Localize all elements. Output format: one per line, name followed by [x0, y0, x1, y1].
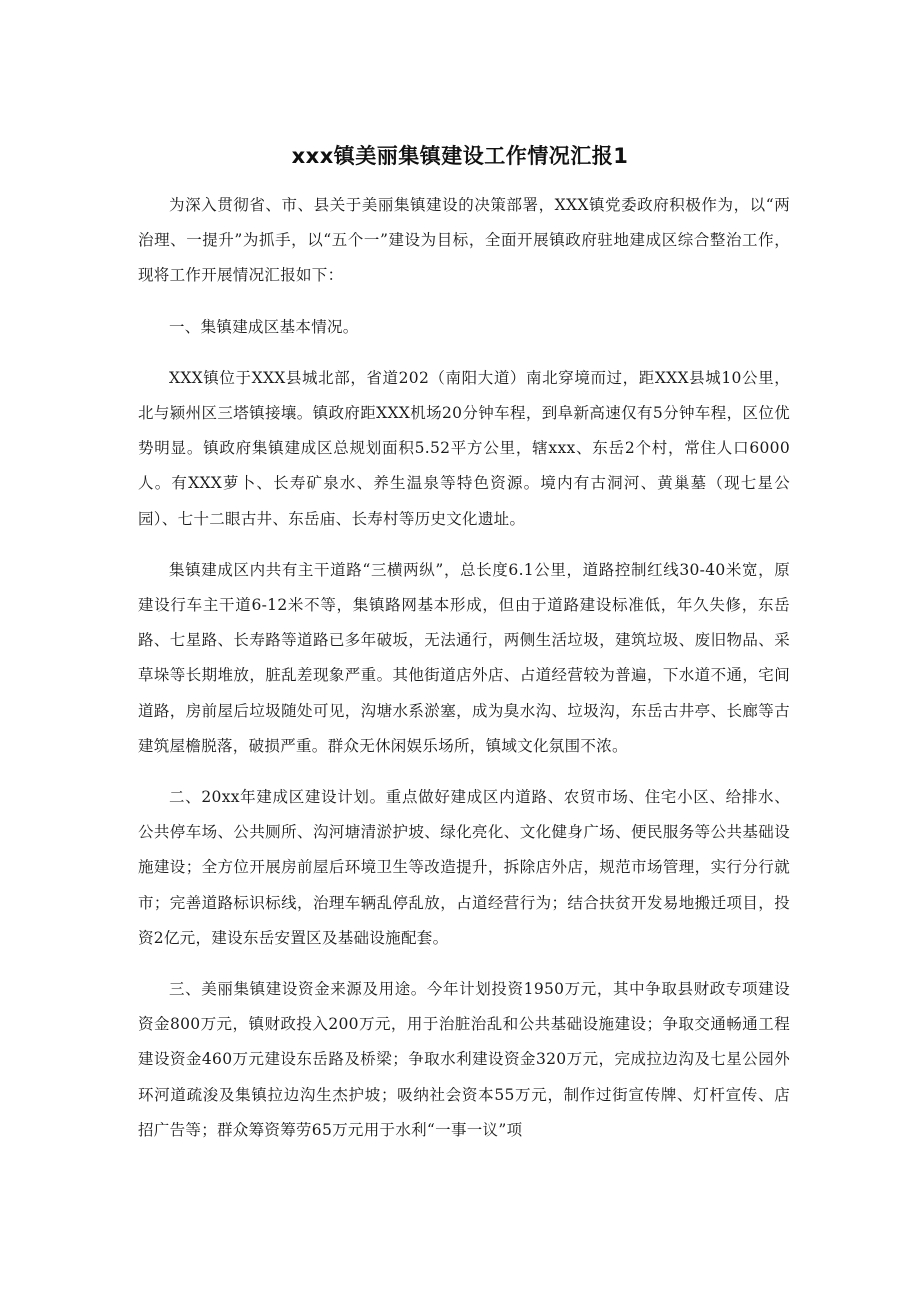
paragraph-location: XXX镇位于XXX县城北部，省道202（南阳大道）南北穿境而过，距XXX县城10公里，北与颍州区三塔镇接壤。镇政府距XXX机场20分钟车程，到阜新高速仅有5分钟车程，区位优势明显。镇政府集镇建成区总规划面积5.52平方公里，辖xxx、东岳2个村，常住人口6000人。有XXX萝卜、长寿矿泉水、养生温泉等特色资源。境内有古洞河、黄巢墓（现七星公园）、七十二眼古井、东岳庙、长寿村等历史文化遗址。	[138, 368, 790, 528]
paragraph-intro: 为深入贯彻省、市、县关于美丽集镇建设的决策部署，XXX镇党委政府积极作为，以“两治理、一提升”为抓手，以“五个一”建设为目标，全面开展镇政府驻地建成区综合整治工作，现将工作开展情况汇报如下：	[138, 196, 790, 285]
section-heading-basic-situation: 一、集镇建成区基本情况。	[169, 317, 359, 336]
paragraph-construction-plan: 二、20xx年建成区建设计划。重点做好建成区内道路、农贸市场、住宅小区、给排水、公共停车场、公共厕所、沟河塘清淤护坡、绿化亮化、文化健身广场、便民服务等公共基础设施建设；全方位开展房前屋后环境卫生等改造提升，拆除店外店，规范市场管理，实行分行就市；完善道路标识标线，治理车辆乱停乱放，占道经营行为；结合扶贫开发易地搬迁项目，投资2亿元，建设东岳安置区及基础设施配套。	[138, 788, 790, 947]
paragraph-funding: 三、美丽集镇建设资金来源及用途。今年计划投资1950万元，其中争取县财政专项建设资金800万元，镇财政投入200万元，用于治脏治乱和公共基础设施建设；争取交通畅通工程建设资金460万元建设东岳路及桥梁；争取水利建设资金320万元，完成拉边沟及七星公园外环河道疏浚及集镇拉边沟生杰护坡；吸纳社会资本55万元，制作过街宣传牌、灯杆宣传、店招广告等；群众筹资筹劳65万元用于水利“一事一议”项	[138, 980, 790, 1139]
document-body	[138, 188, 790, 1164]
paragraph-roads: 集镇建成区内共有主干道路“三横两纵”，总长度6.1公里，道路控制红线30-40米宽，原建设行车主干道6-12米不等，集镇路网基本形成，但由于道路建设标准低，年久失修，东岳路、七星路、长寿路等道路已多年破坂，无法通行，两侧生活垃圾，建筑垃圾、废旧物品、采草垛等长期堆放，脏乱差现象严重。其他街道店外店、占道经营较为普遍，下水道不通，宅间道路，房前屋后垃圾随处可见，沟塘水系淤塞，成为臭水沟、垃圾沟，东岳古井亭、长廊等古建筑屋檐脱落，破损严重。群众无休闲娱乐场所，镇域文化氛围不浓。	[138, 560, 790, 755]
document-title: xxx镇美丽集镇建设工作情况汇报1	[291, 144, 629, 168]
